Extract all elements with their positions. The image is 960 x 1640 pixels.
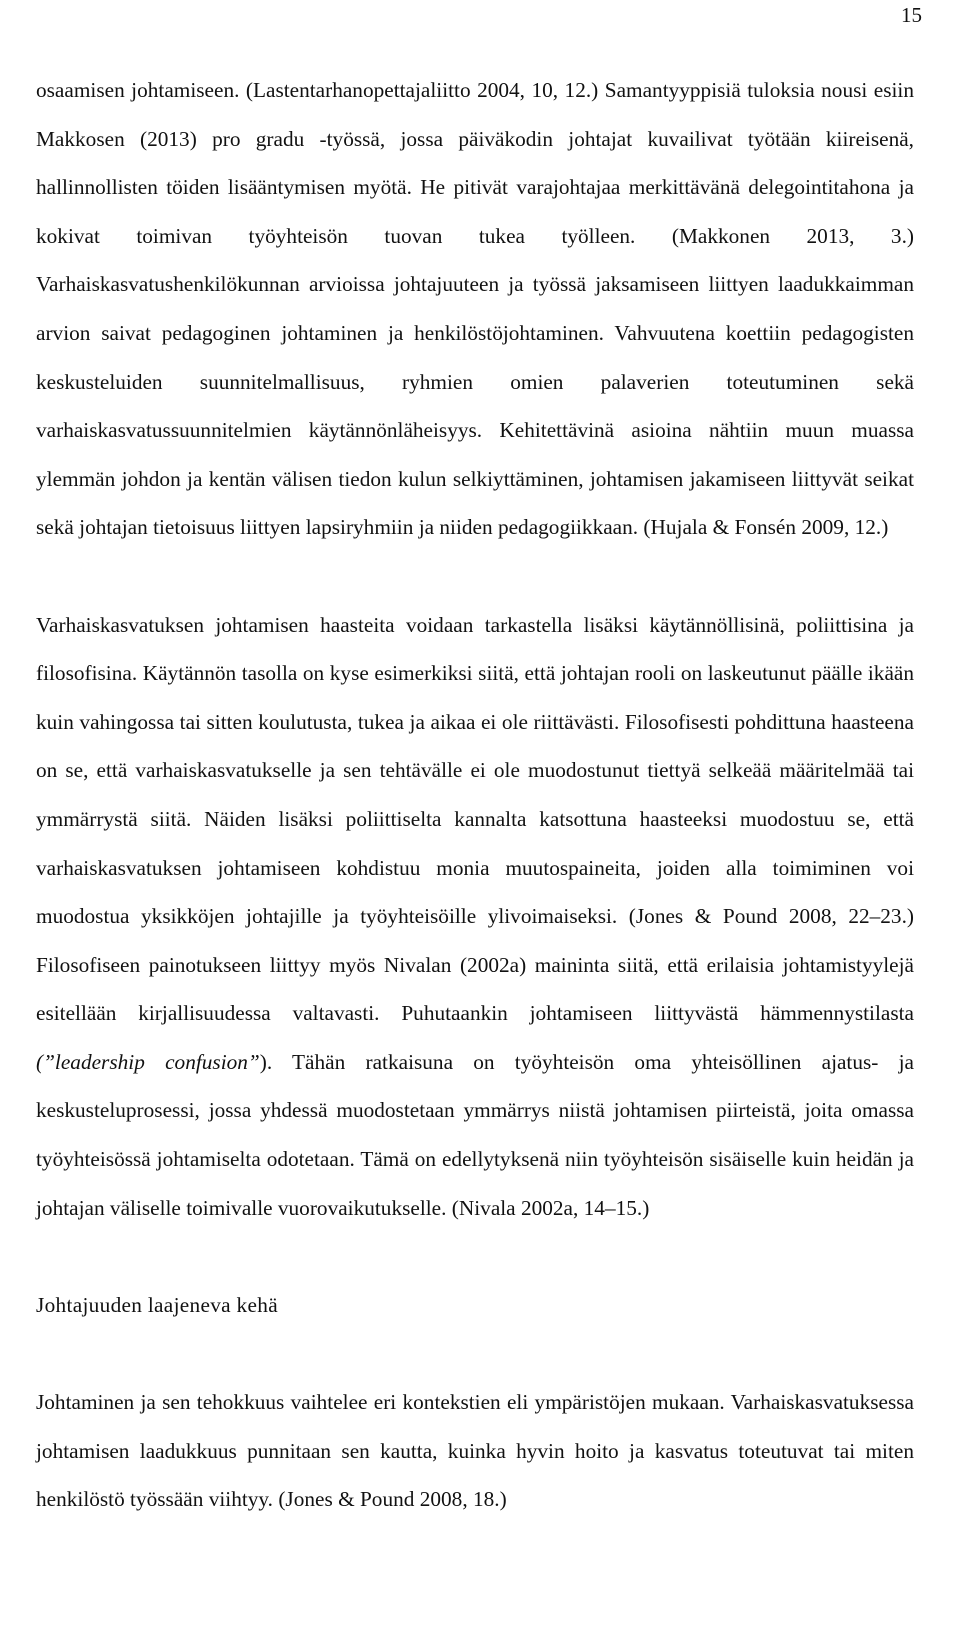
section-heading: Johtajuuden laajeneva kehä bbox=[36, 1292, 278, 1317]
paragraph-2 bbox=[36, 601, 914, 1233]
paragraph-3: Johtaminen ja sen tehokkuus vaihtelee eri kontekstien eli ympäristöjen mukaan. Varhaiskasvatuksessa johtamisen laadukkuus punnitaan sen kautta, kuinka hyvin hoito ja kasvatus toteutuvat tai miten henkilöstö työssään viihtyy. (Jones & Pound 2008, 18.) bbox=[36, 1390, 914, 1512]
page-number: 15 bbox=[901, 3, 922, 27]
paragraph-2-text-after: ). Tähän ratkaisuna on työyhteisön oma yhteisöllinen ajatus- ja keskusteluprosessi, jossa yhdessä muodostetaan ymmärrys niistä johtamisen piirteistä, joita omassa työyhteisössä johtamiselta odotetaan. Tämä on edellytyksenä niin työyhteisön sisäiselle kuin heidän ja johtajan väliselle toimivalle vuorovaikutukselle. (Nivala 2002a, 14–15.) bbox=[36, 1049, 914, 1220]
emphasis-leadership-confusion: (”leadership confusion” bbox=[36, 1049, 260, 1074]
paragraph-2-text-before: Varhaiskasvatuksen johtamisen haasteita voidaan tarkastella lisäksi käytännöllisinä, poliittisina ja filosofisina. Käytännön tasolla on kyse esimerkiksi siitä, että johtajan rooli on laskeutunut päälle ikään kuin vahingossa tai sitten koulutusta, tukea ja aikaa ei ole riittävästi. Filosofisesti pohdittuna haasteena on se, että varhaiskasvatukselle ja sen tehtävälle ei ole muodostunut tiettyä selkeää määritelmää tai ymmärrystä siitä. Näiden lisäksi poliittiselta kannalta katsottuna haasteeksi muodostuu se, että varhaiskasvatuksen johtamiseen kohdistuu monia muutospaineita, joiden alla toimiminen voi muodostua yksikköjen johtajille ja työyhteisöille ylivoimaiseksi. (Jones & Pound 2008, 22–23.) Filosofiseen painotukseen liittyy myös Nivalan (2002a) maininta siitä, että erilaisia johtamistyylejä esitellään kirjallisuudessa valtavasti. Puhutaankin johtamiseen liittyvästä hämmennystilasta bbox=[36, 612, 914, 1026]
paragraph-spacer bbox=[36, 1329, 914, 1378]
document-body bbox=[36, 66, 914, 1524]
paragraph-spacer bbox=[36, 1232, 914, 1281]
paragraph-1: osaamisen johtamiseen. (Lastentarhanopettajaliitto 2004, 10, 12.) Samantyyppisiä tuloksia nousi esiin Makkosen (2013) pro gradu -työssä, jossa päiväkodin johtajat kuvailivat työtään kiireisenä, hallinnollisten töiden lisääntymisen myötä. He pitivät varajohtajaa merkittävänä delegointitahona ja kokivat toimivan työyhteisön tuovan tukea työlleen. (Makkonen 2013, 3.) Varhaiskasvatushenkilökunnan arvioissa johtajuuteen ja työssä jaksamiseen liittyen laadukkaimman arvion saivat pedagoginen johtaminen ja henkilöstöjohtaminen. Vahvuutena koettiin pedagogisten keskusteluiden suunnitelmallisuus, ryhmien omien palaverien toteutuminen sekä varhaiskasvatussuunnitelmien käytännönläheisyys. Kehitettävinä asioina nähtiin muun muassa ylemmän johdon ja kentän välisen tiedon kulun selkiyttäminen, johtamisen jakamiseen liittyvät seikat sekä johtajan tietoisuus liittyen lapsiryhmiin ja niiden pedagogiikkaan. (Hujala & Fonsén 2009, 12.) bbox=[36, 78, 914, 540]
paragraph-spacer bbox=[36, 552, 914, 601]
